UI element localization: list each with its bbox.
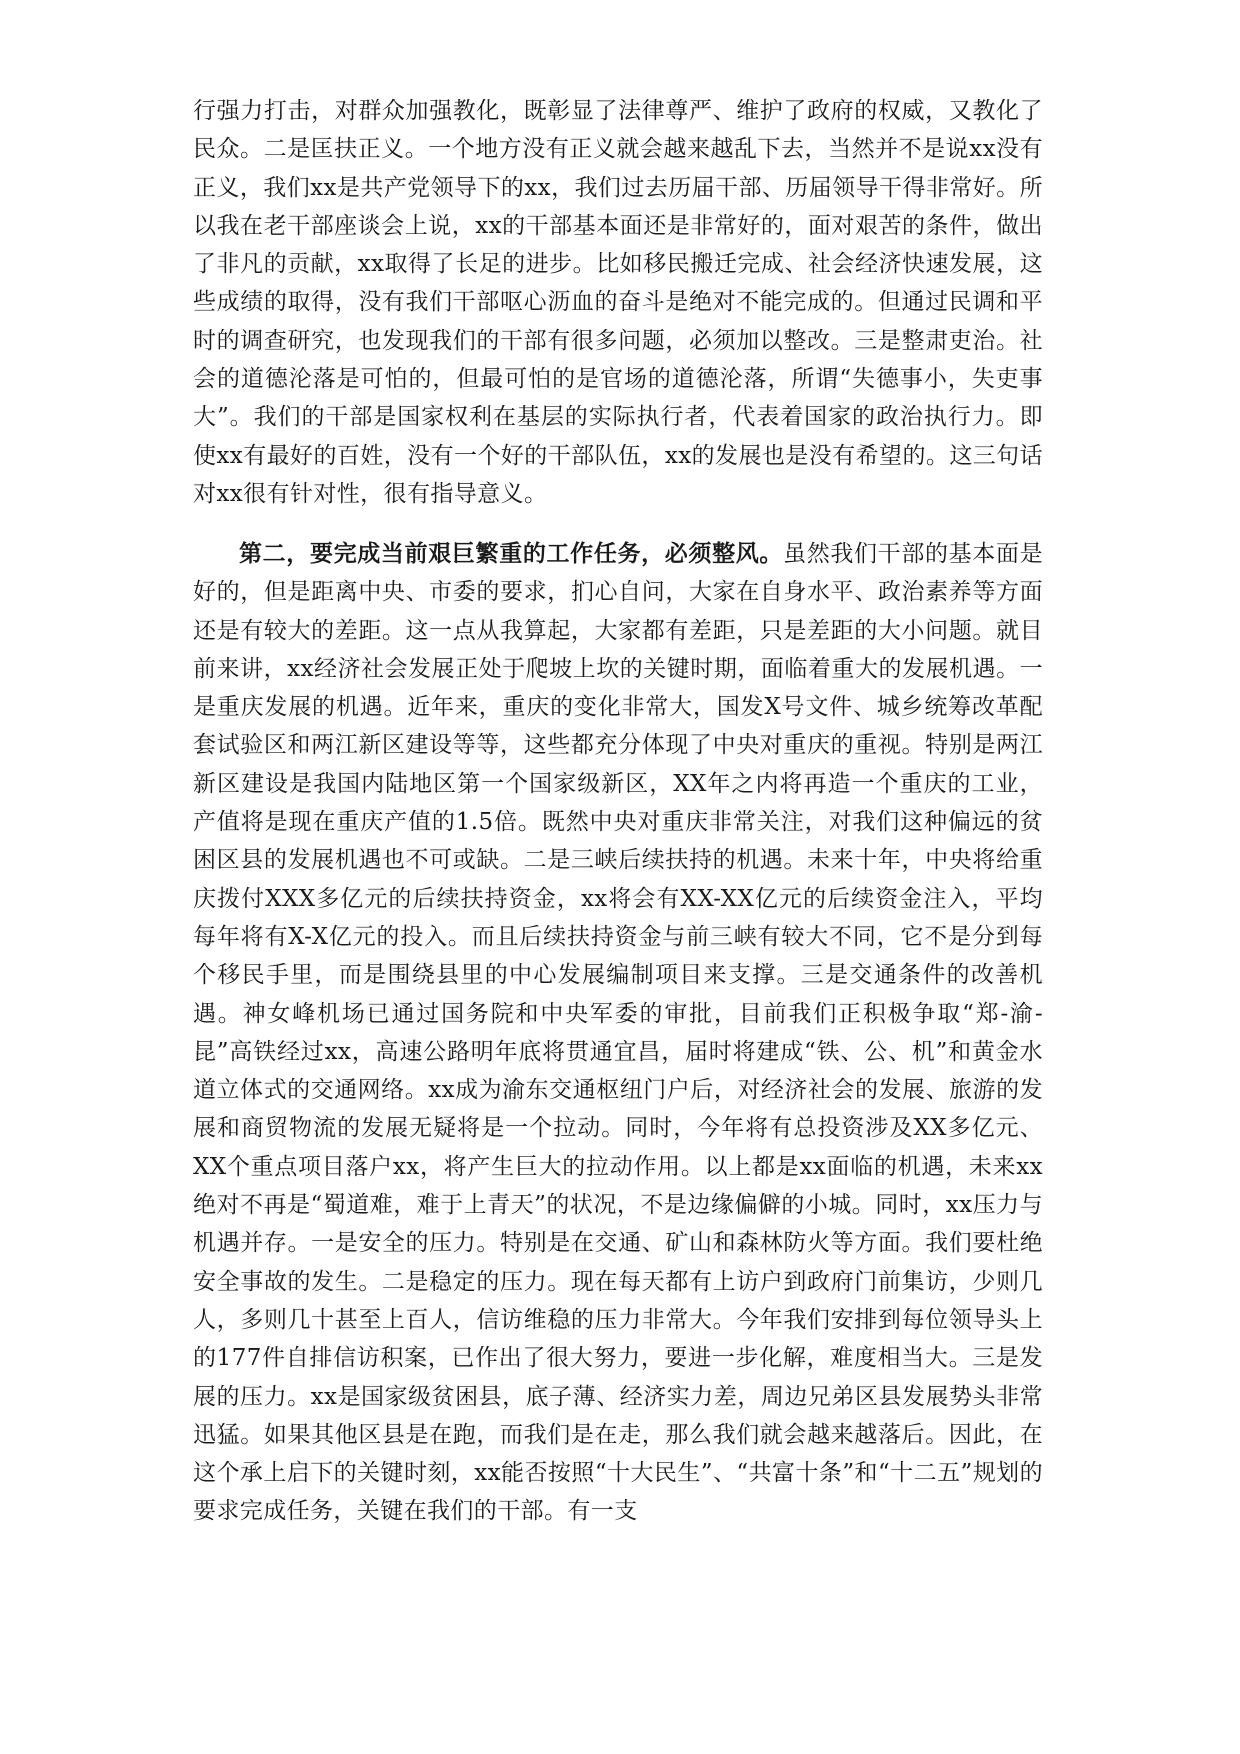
paragraph-2-heading: 第二，要完成当前艰巨繁重的工作任务，必须整风。 bbox=[239, 540, 784, 567]
paragraph-2-body: 虽然我们干部的基本面是好的，但是距离中央、市委的要求，扪心自问，大家在自身水平、政治素养等方面还是有较大的差距。这一点从我算起，大家都有差距，只是差距的大小问题。就目前来讲，xx经济社会发展正处于爬坡上坎的关键时期，面临着重大的发展机遇。一是重庆发展的机遇。近年来，重庆的变化非常大，国发X号文件、城乡统筹改革配套试验区和两江新区建设等等，这些都充分体现了中央对重庆的重视。特别是两江新区建设是我国内陆地区第一个国家级新区，XX年之内将再造一个重庆的工业，产值将是现在重庆产值的1.5倍。既然中央对重庆非常关注，对我们这种偏远的贫困区县的发展机遇也不可或缺。二是三峡后续扶持的机遇。未来十年，中央将给重庆拨付XXX多亿元的后续扶持资金，xx将会有XX-XX亿元的后续资金注入，平均每年将有X-X亿元的投入。而且后续扶持资金与前三峡有较大不同，它不是分到每个移民手里，而是围绕县里的中心发展编制项目来支撑。三是交通条件的改善机遇。神女峰机场已通过国务院和中央军委的审批，目前我们正积极争取“郑-渝-昆”高铁经过xx，高速公路明年底将贯通宜昌，届时将建成“铁、公、机”和黄金水道立体式的交通网络。xx成为渝东交通枢纽门户后，对经济社会的发展、旅游的发展和商贸物流的发展无疑将是一个拉动。同时，今年将有总投资涉及XX多亿元、XX个重点项目落户xx，将产生巨大的拉动作用。以上都是xx面临的机遇，未来xx绝对不再是“蜀道难，难于上青天”的状况，不是边缘偏僻的小城。同时，xx压力与机遇并存。一是安全的压力。特别是在交通、矿山和森林防火等方面。我们要杜绝安全事故的发生。二是稳定的压力。现在每天都有上访户到政府门前集访，少则几人，多则几十甚至上百人，信访维稳的压力非常大。今年我们安排到每位领导头上的177件自排信访积案，已作出了很大努力，要进一步化解，难度相当大。三是发展的压力。xx是国家级贫困县，底子薄、经济实力差，周边兄弟区县发展势头非常迅猛。如果其他区县是在跑，而我们是在走，那么我们就会越来越落后。因此，在这个承上启下的关键时刻，xx能否按照“十大民生”、“共富十条”和“十二五”规划的要求完成任务，关键在我们的干部。有一支 bbox=[193, 541, 1044, 1525]
paragraph-1: 行强力打击，对群众加强教化，既彰显了法律尊严、维护了政府的权威，又教化了民众。二是匡扶正义。一个地方没有正义就会越来越乱下去，当然并不是说xx没有正义，我们xx是共产党领导下的xx，我们过去历届干部、历届领导干得非常好。所以我在老干部座谈会上说，xx的干部基本面还是非常好的，面对艰苦的条件，做出了非凡的贡献，xx取得了长足的进步。比如移民搬迁完成、社会经济快速发展，这些成绩的取得，没有我们干部呕心沥血的奋斗是绝对不能完成的。但通过民调和平时的调查研究，也发现我们的干部有很多问题，必须加以整改。三是整肃吏治。社会的道德沦落是可怕的，但最可怕的是官场的道德沦落，所谓“失德事小，失吏事大”。我们的干部是国家权利在基层的实际执行者，代表着国家的政治执行力。即使xx有最好的百姓，没有一个好的干部队伍，xx的发展也是没有希望的。这三句话对xx很有针对性，很有指导意义。 bbox=[193, 98, 1043, 507]
paragraph-2 bbox=[193, 535, 1043, 1531]
